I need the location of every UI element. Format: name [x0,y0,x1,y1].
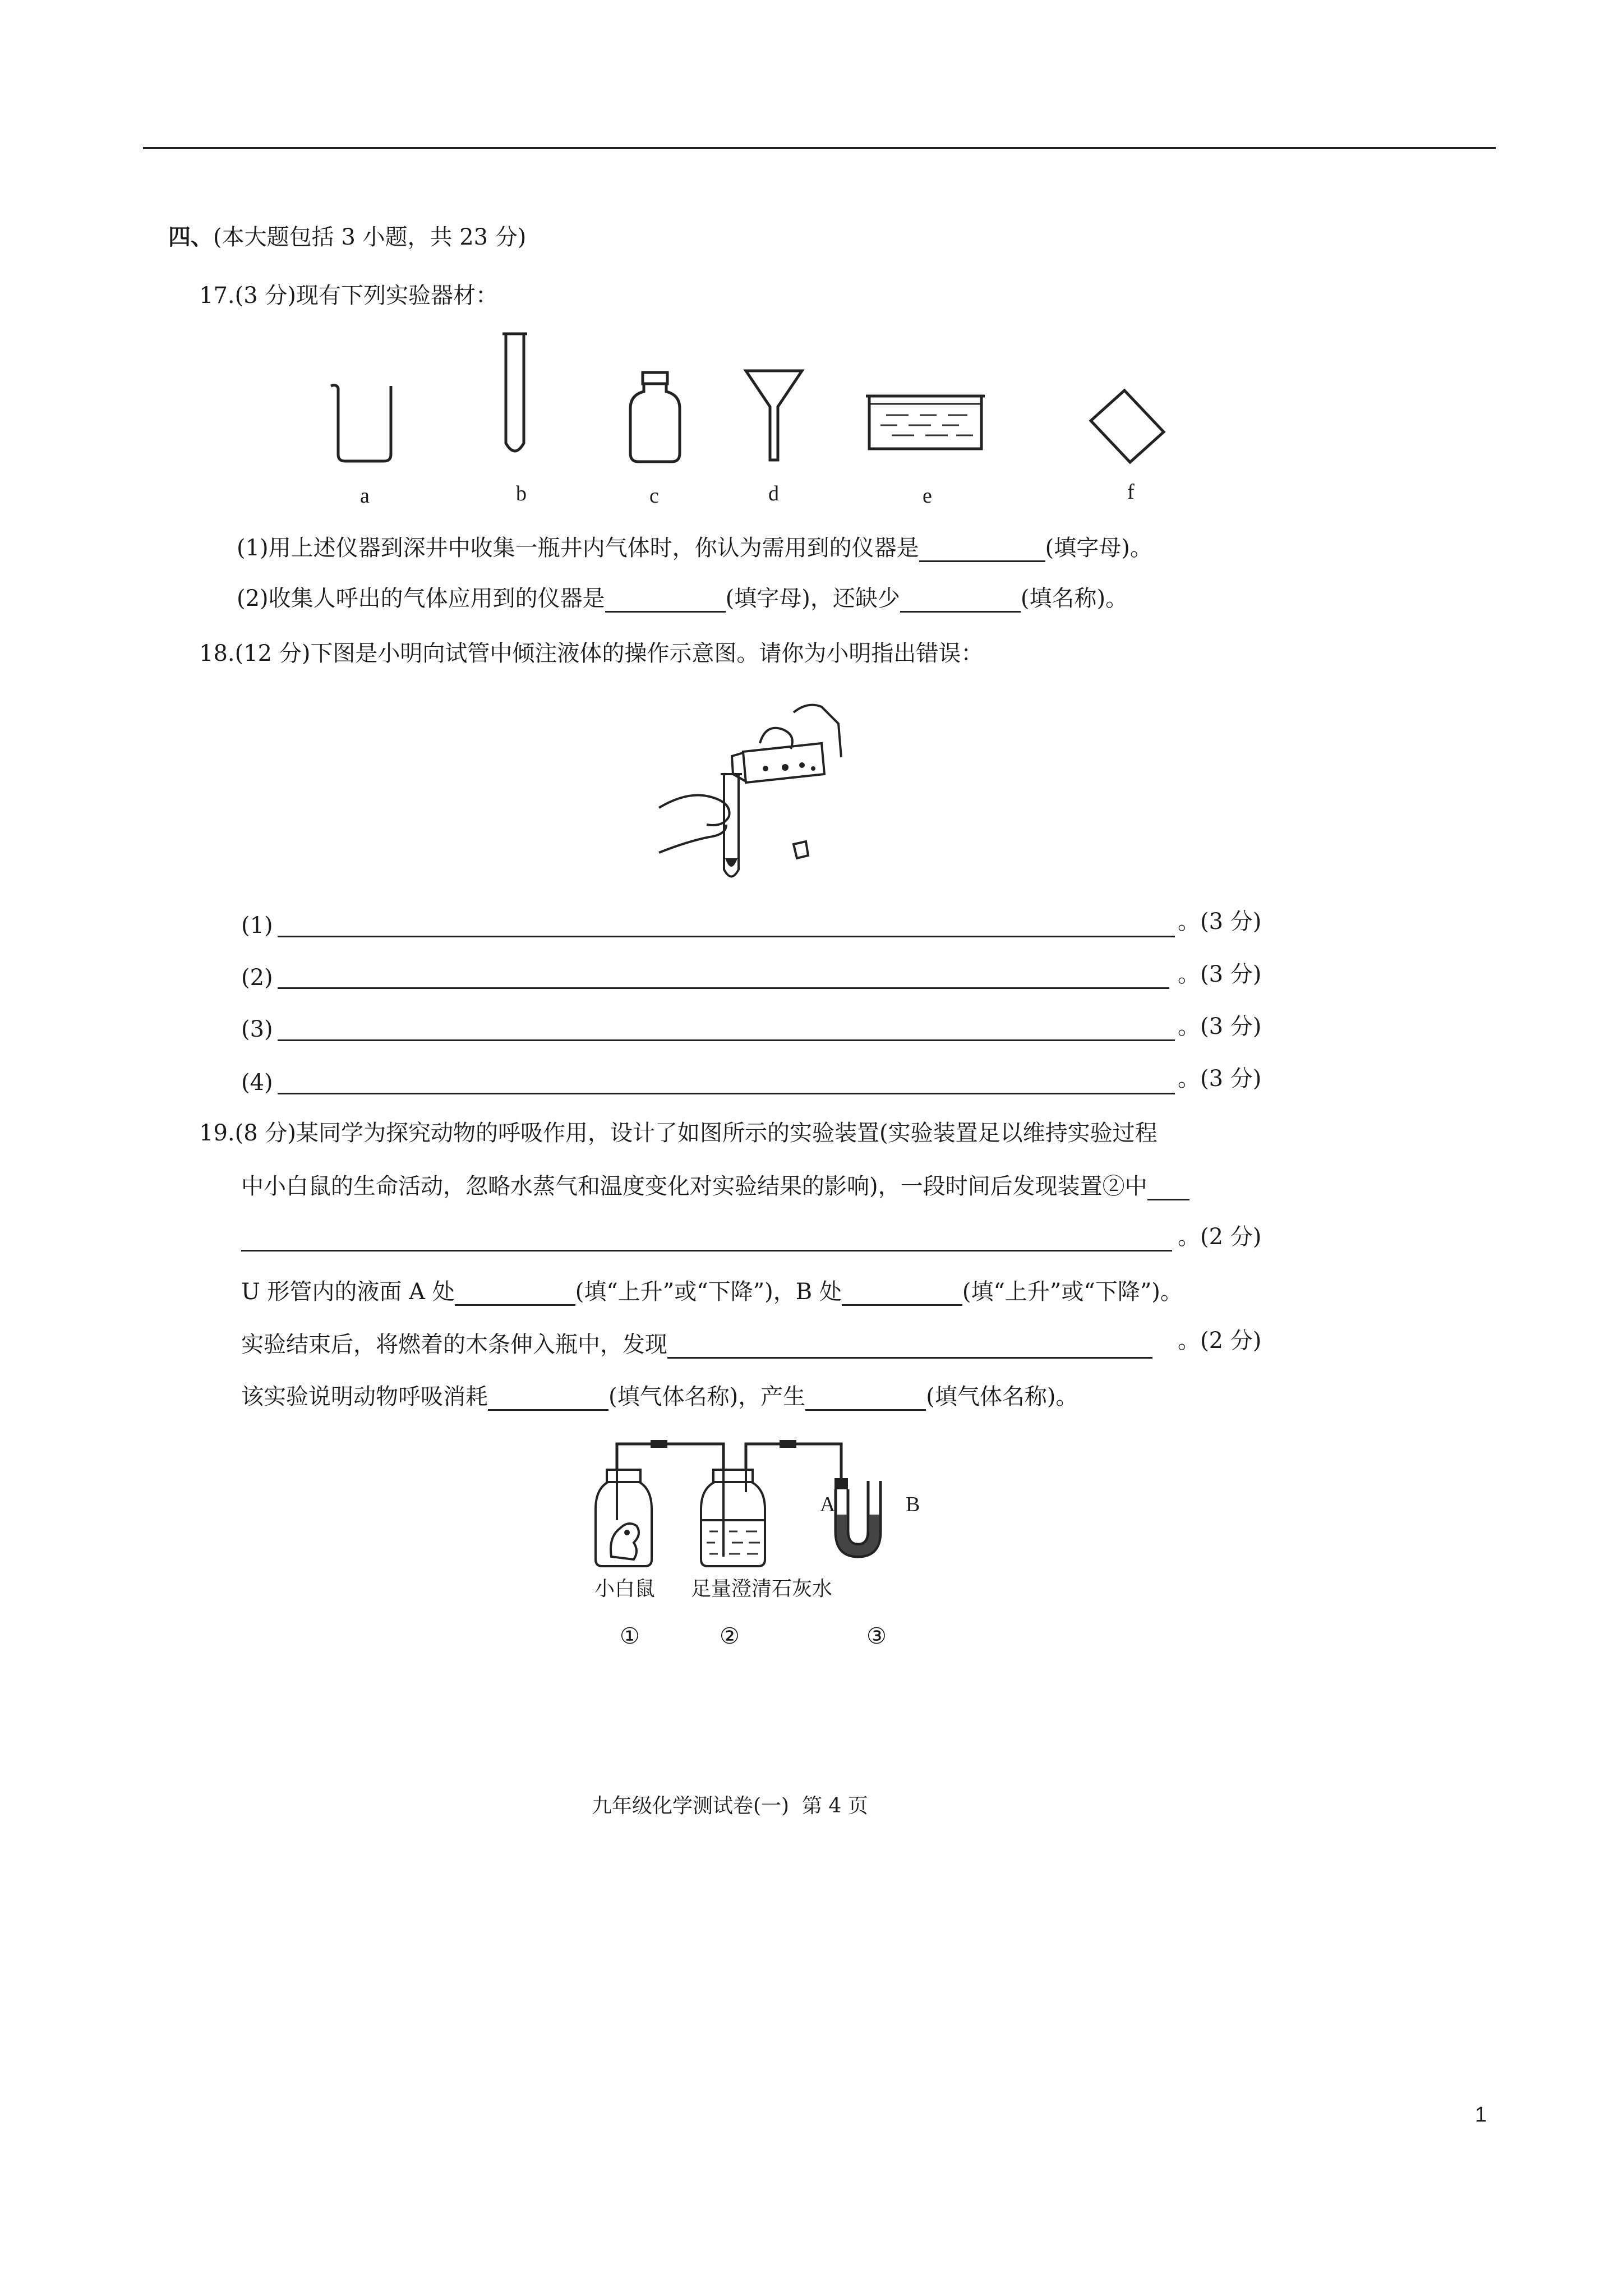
apparatus-label-b: b [516,482,527,505]
q19-line5-score: 。(2 分) [1178,1328,1262,1354]
q19-blank-A[interactable] [455,1282,575,1306]
apparatus-label-c: c [649,484,659,508]
apparatus-label-f: f [1127,480,1135,504]
q17-part2-blank-name[interactable] [900,588,1021,613]
q19-line6 [241,1383,1078,1411]
q17-part2 [237,585,1128,613]
caption-mouse: 小白鼠 [594,1577,656,1600]
page-footer: 九年级化学测试卷(一) 第 4 页 [592,1795,868,1818]
q19-line5-blank[interactable] [667,1335,1152,1359]
q17-part2-suffix: (填名称)。 [1020,586,1128,611]
q17-part1 [237,534,1152,562]
q17-intro: 17.(3 分)现有下列实验器材： [199,283,498,309]
q17-part1-blank[interactable] [919,538,1045,562]
q19-blank-produced[interactable] [805,1387,926,1411]
q19-line2 [241,1172,1189,1200]
q18-line4-blank[interactable] [278,1093,1175,1094]
page-number: 1 [1475,2103,1487,2127]
q18-line2-blank[interactable] [278,987,1169,989]
q17-part1-suffix: (填字母)。 [1045,535,1152,561]
q19-line4-text-c: (填“上升”或“下降”)。 [962,1279,1183,1305]
top-rule [143,147,1496,149]
section-heading [168,223,526,251]
apparatus-number-3: ③ [866,1623,887,1649]
section-description: (本大题包括 3 小题，共 23 分) [213,224,527,250]
q19-line6-text-c: (填气体名称)。 [926,1384,1078,1410]
q17-part2-blank-letters[interactable] [605,588,726,613]
section-number: 四、 [168,224,213,250]
apparatus-label-e: e [923,484,932,508]
q19-blank-consumed[interactable] [488,1387,608,1411]
apparatus-label-a: a [360,484,370,508]
q19-line2-text: 中小白鼠的生命活动，忽略水蒸气和温度变化对实验结果的影响)，一段时间后发现装置②中 [241,1174,1147,1199]
u-tube-label-B: B [906,1493,920,1516]
test-tube-illustration [498,331,532,460]
q18-line3-score: 。(3 分) [1178,1014,1262,1039]
glass-plate-illustration [1085,387,1169,466]
q19-blank-B[interactable] [842,1282,962,1306]
q17-part2-mid: (填字母)，还缺少 [725,586,900,611]
apparatus-number-2: ② [720,1623,740,1649]
u-tube-label-A: A [820,1493,836,1516]
q19-line3-blank[interactable] [241,1250,1172,1251]
q18-line1-blank[interactable] [278,936,1175,937]
q18-line1-num: (1) [241,913,273,938]
q19-line5-text: 实验结束后，将燃着的木条伸入瓶中，发现 [241,1332,667,1358]
water-trough-illustration [864,393,987,454]
q18-line1-score: 。(3 分) [1178,909,1262,935]
q19-line6-text-a: 该实验说明动物呼吸消耗 [241,1384,488,1410]
q19-line3-score: 。(2 分) [1178,1224,1262,1250]
caption-limewater: 足量澄清石灰水 [691,1577,833,1600]
q18-line4-num: (4) [241,1070,273,1096]
respiration-apparatus-diagram [594,1436,942,1571]
q17-part2-text: (2)收集人呼出的气体应用到的仪器是 [237,586,605,611]
apparatus-number-1: ① [620,1623,640,1649]
q19-line4-text-b: (填“上升”或“下降”)，B 处 [575,1279,842,1305]
q18-line3-blank[interactable] [278,1039,1175,1041]
q18-line2-score: 。(3 分) [1178,961,1262,987]
q18-line3-num: (3) [241,1016,273,1042]
q19-line6-text-b: (填气体名称)，产生 [608,1384,806,1410]
q19-line4-text-a: U 形管内的液面 A 处 [241,1279,455,1305]
q19-line4 [241,1278,1183,1306]
q19-line5 [241,1331,1152,1359]
beaker-illustration [328,381,401,466]
q19-line1: 19.(8 分)某同学为探究动物的呼吸作用，设计了如图所示的实验装置(实验装置足以维持实验过程 [199,1120,1158,1146]
apparatus-label-d: d [768,482,779,505]
q17-part1-text: (1)用上述仪器到深井中收集一瓶井内气体时，你认为需用到的仪器是 [237,535,919,561]
q19-line2-blank[interactable] [1147,1176,1189,1200]
q18-line2-num: (2) [241,965,273,991]
q18-intro: 18.(12 分)下图是小明向试管中倾注液体的操作示意图。请你为小明指出错误： [199,641,984,666]
q18-line4-score: 。(3 分) [1178,1066,1262,1092]
gas-bottle-illustration [627,369,683,464]
pouring-liquid-illustration [653,690,855,892]
funnel-illustration [743,367,805,463]
